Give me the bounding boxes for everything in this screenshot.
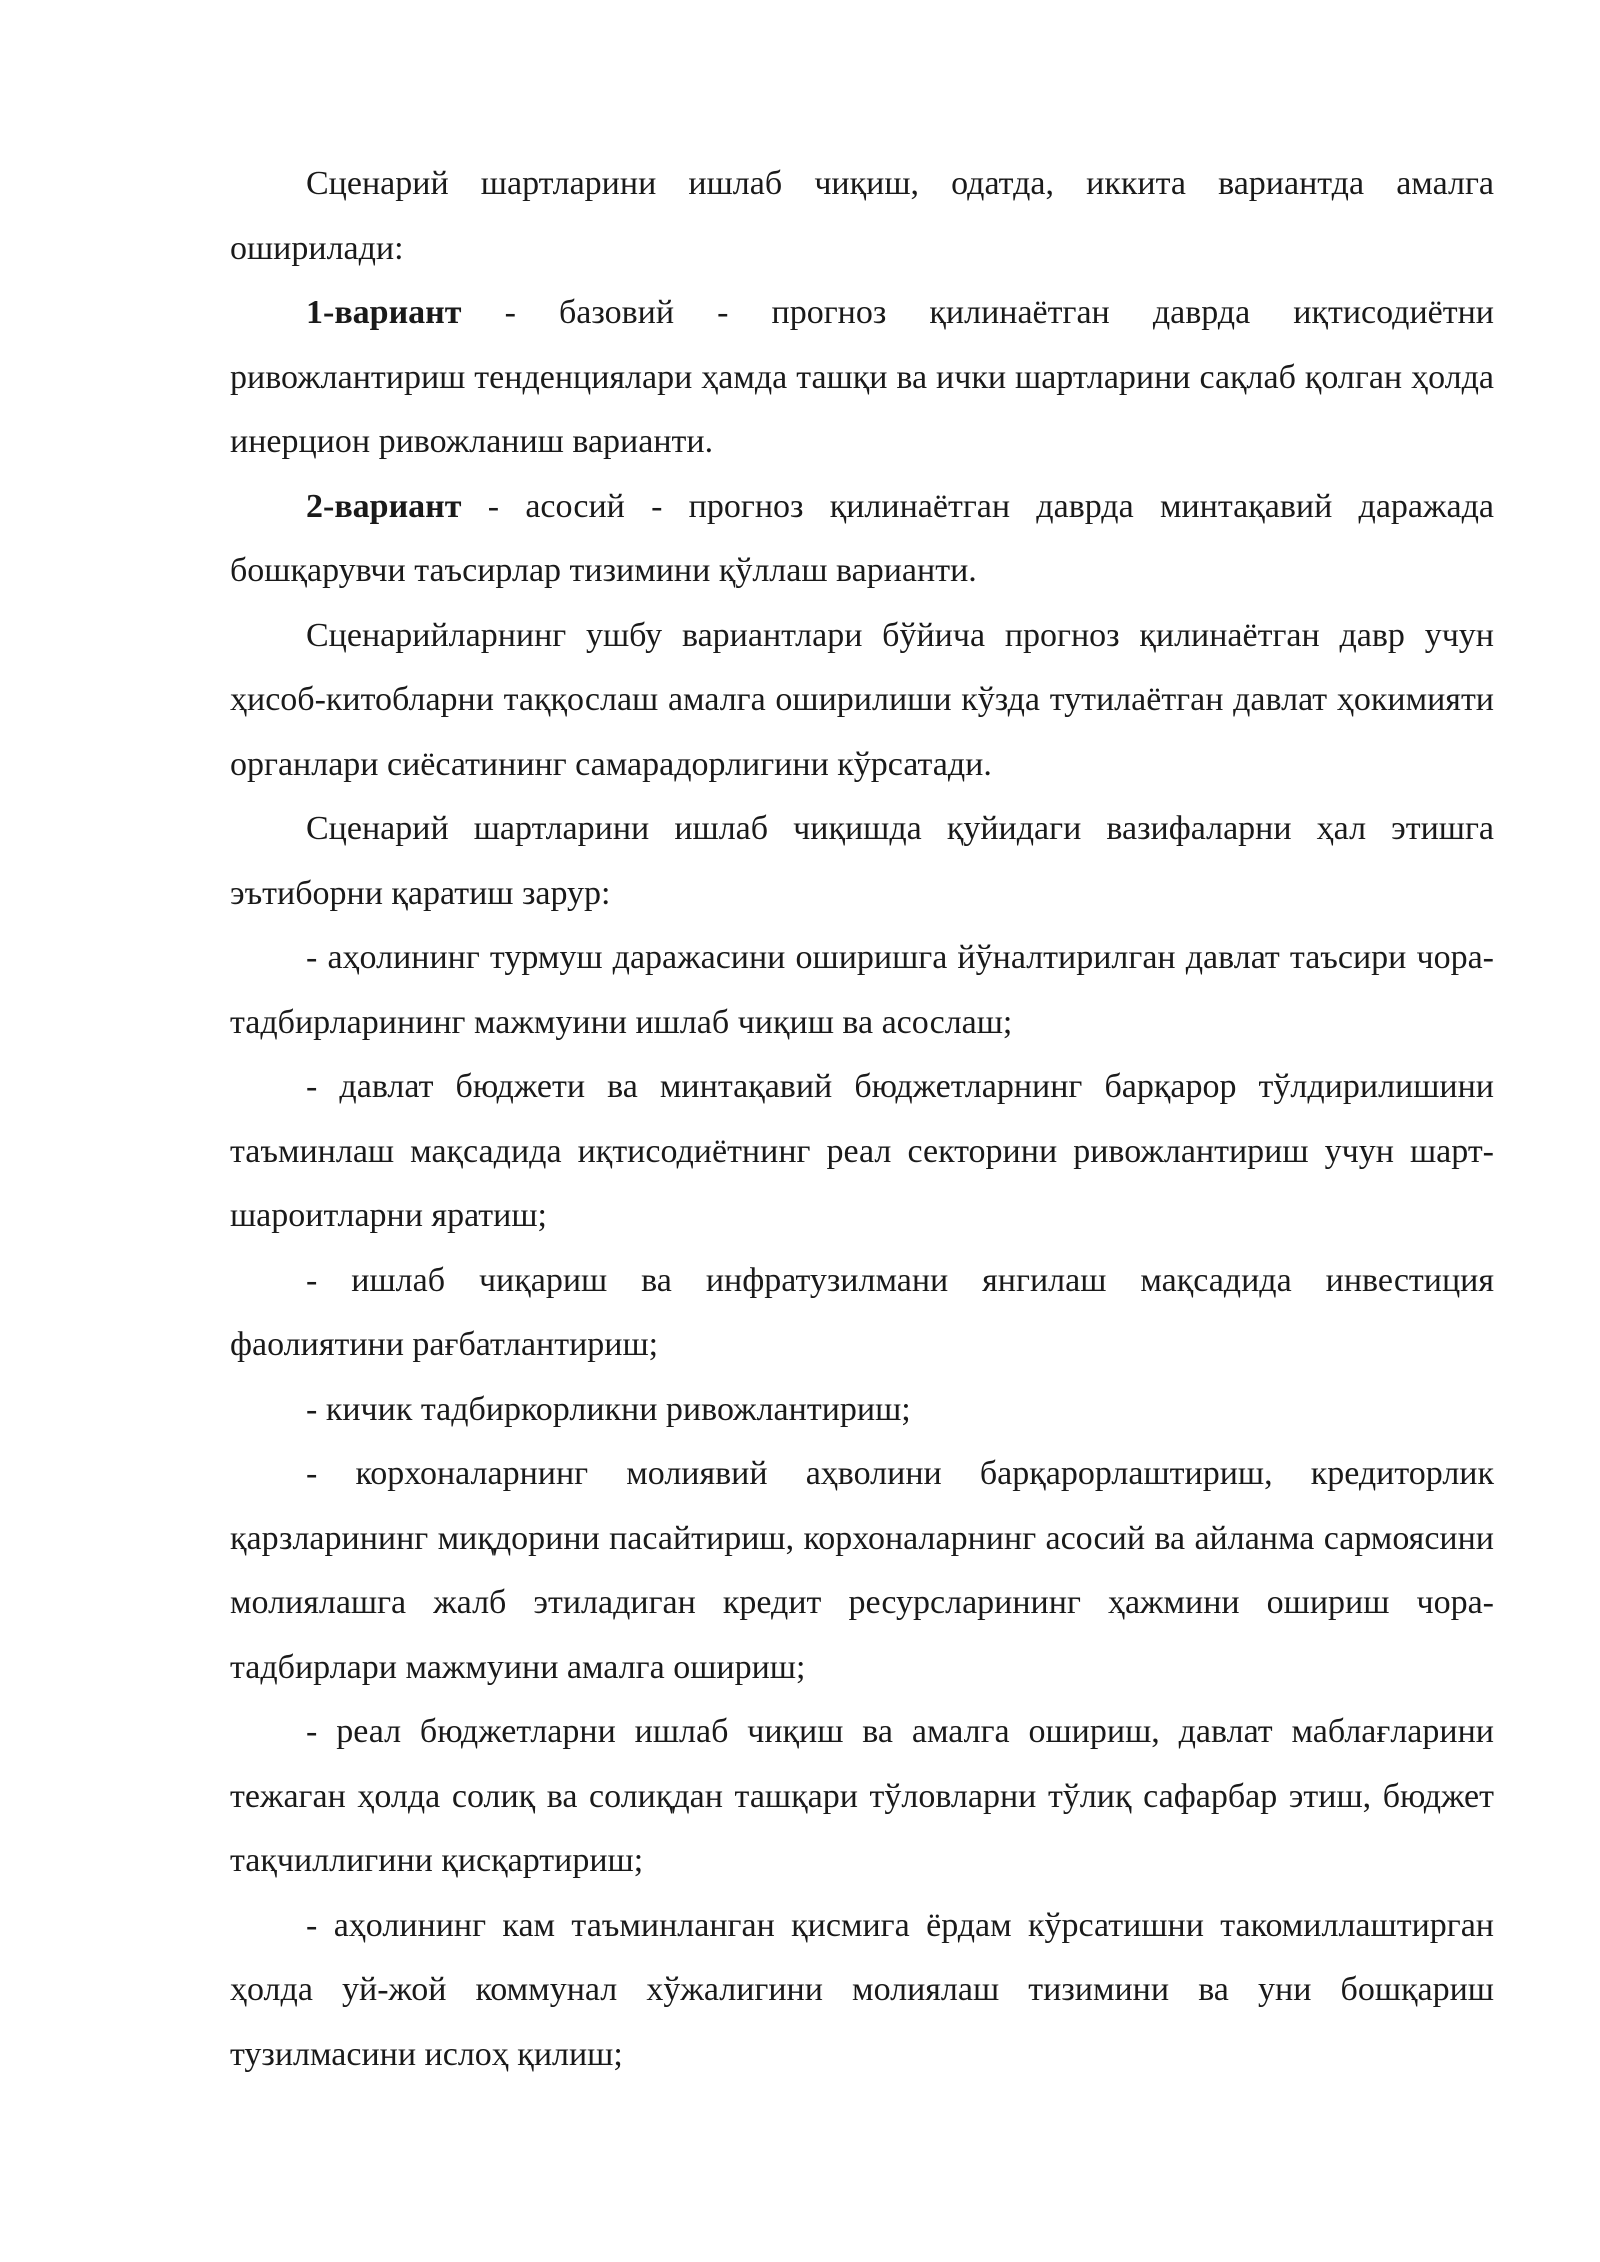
paragraph-variant-1 [230,281,1494,475]
list-item-enterprise-finance [230,1442,1494,1700]
list-item-small-business [230,1378,1494,1443]
list-item-text: - давлат бюджети ва минтақавий бюджетларнинг барқарор тўлдирилишини таъминлаш мақсадида иқтисодиётнинг реал секторини ривожлантириш учун шарт-шароитларни яратиш; [230,1068,1494,1234]
list-item-investment [230,1249,1494,1378]
paragraph-text: Сценарий шартларини ишлаб чиқиш, одатда, иккита вариантда амалга оширилади: [230,165,1494,267]
list-item-text: - аҳолининг турмуш даражасини оширишга йўналтирилган давлат таъсири чора-тадбирларининг мажмуини ишлаб чиқиш ва асослаш; [230,939,1494,1041]
paragraph-text: Сценарийларнинг ушбу вариантлари бўйича прогноз қилинаётган давр учун ҳисоб-китобларни таққослаш амалга оширилиши кўзда тутилаётган давлат ҳокимияти органлари сиёсатининг самарадорлигини кўрсатади. [230,616,1494,783]
paragraph-text: - базовий - прогноз қилинаётган даврда иқтисодиётни ривожлантириш тенденциялари ҳамда ташқи ва ички шартларини сақлаб қолган ҳолда инерцион ривожланиш варианти. [230,294,1494,460]
variant-1-label: 1-вариант [306,294,462,331]
list-item-real-sector [230,1055,1494,1249]
list-item-housing-reform [230,1894,1494,2088]
list-item-text: - ишлаб чиқариш ва инфратузилмани янгилаш мақсадида инвестиция фаолиятини рағбатлантириш; [230,1261,1494,1363]
paragraph-variant-2 [230,475,1494,604]
list-item-living-standards [230,926,1494,1055]
paragraph-comparison [230,604,1494,798]
paragraph-tasks-intro [230,797,1494,926]
paragraph-text: - асосий - прогноз қилинаётган даврда минтақавий даражада бошқарувчи таъсирлар тизимини қўллаш варианти. [230,487,1494,589]
document-body [230,152,1494,2087]
paragraph-text: Сценарий шартларини ишлаб чиқишда қуйидаги вазифаларни ҳал этишга эътиборни қаратиш зарур: [230,810,1494,912]
list-item-text: - кичик тадбиркорликни ривожлантириш; [306,1390,911,1428]
list-item-text: - корхоналарнинг молиявий аҳволини барқарорлаштириш, кредиторлик қарзларининг миқдорини пасайтириш, корхоналарнинг асосий ва айланма сармоясини молиялашга жалб этиладиган кредит ресурсларининг ҳажмини ошириш чора-тадбирлари мажмуини амалга ошириш; [230,1455,1494,1686]
list-item-text: - реал бюджетларни ишлаб чиқиш ва амалга ошириш, давлат маблағларини тежаган ҳолда солиқ ва солиқдан ташқари тўловларни тўлиқ сафарбар этиш, бюджет тақчиллигини қисқартириш; [230,1713,1494,1879]
list-item-text: - аҳолининг кам таъминланган қисмига ёрдам кўрсатишни такомиллаштирган ҳолда уй-жой коммунал хўжалигини молиялаш тизимини ва уни бошқариш тузилмасини ислоҳ қилиш; [230,1906,1494,2073]
paragraph-intro [230,152,1494,281]
list-item-budgets [230,1700,1494,1894]
variant-2-label: 2-вариант [306,487,462,525]
